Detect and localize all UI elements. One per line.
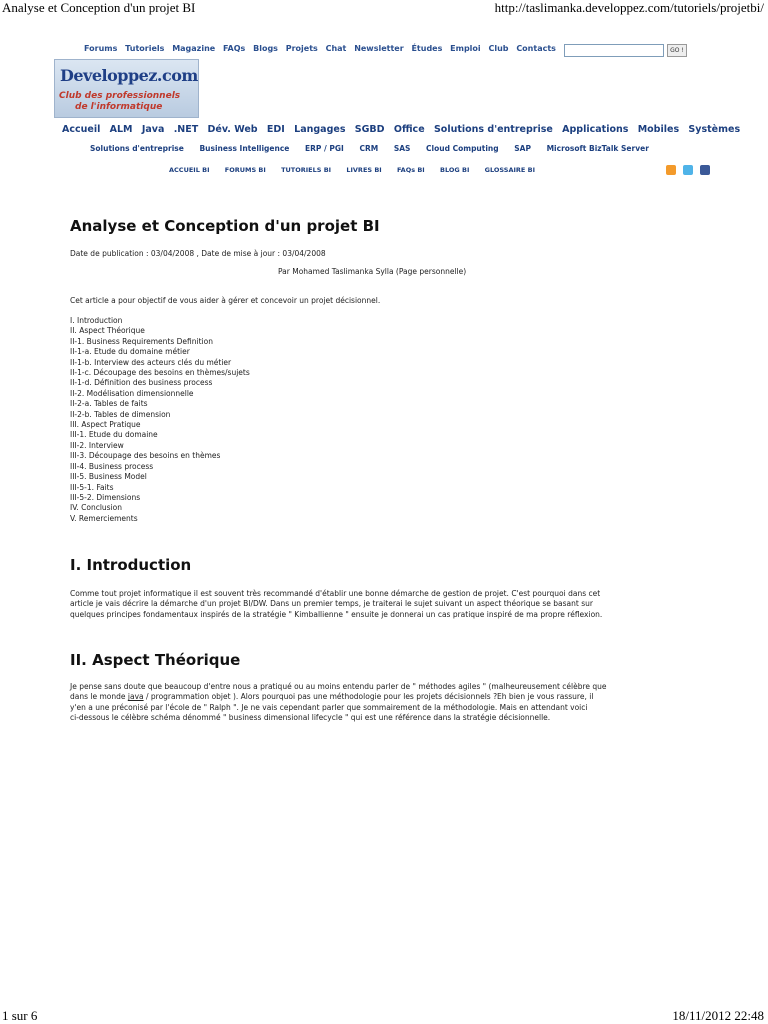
main-nav <box>62 124 746 135</box>
toc-item[interactable]: III-1. Etude du domaine <box>70 430 158 440</box>
topnav-projets[interactable]: Projets <box>285 44 318 53</box>
toc-item[interactable]: II-1. Business Requirements Definition <box>70 336 213 346</box>
subnav-cloud[interactable]: Cloud Computing <box>426 144 499 153</box>
toc-item[interactable]: III-5-1. Faits <box>70 482 114 492</box>
section-heading-aspect-theorique: II. Aspect Théorique <box>70 651 241 669</box>
topnav-chat[interactable]: Chat <box>325 44 347 53</box>
facebook-icon[interactable] <box>700 165 710 175</box>
mainnav-solutions[interactable]: Solutions d'entreprise <box>433 124 553 135</box>
print-header <box>0 0 768 18</box>
social-icons <box>666 160 712 179</box>
aspect-theorique-paragraph <box>70 682 710 724</box>
toc-item[interactable]: II-2-a. Tables de faits <box>70 399 148 409</box>
topnav-forums[interactable]: Forums <box>84 44 118 53</box>
mainnav-langages[interactable]: Langages <box>294 124 346 135</box>
print-timestamp: 18/11/2012 22:48 <box>672 1008 764 1023</box>
search-input[interactable] <box>564 44 664 57</box>
subnav-sas[interactable]: SAS <box>393 144 411 153</box>
sub-nav <box>90 144 662 153</box>
subnav-solutions[interactable]: Solutions d'entreprise <box>90 144 184 153</box>
topnav-newsletter[interactable]: Newsletter <box>354 44 404 53</box>
developpez-logo[interactable] <box>54 59 199 118</box>
top-nav <box>84 44 561 53</box>
binav-tutoriels[interactable]: TUTORIELS BI <box>281 166 332 174</box>
toc-item[interactable]: V. Remerciements <box>70 513 138 523</box>
bi-nav <box>169 166 548 174</box>
twitter-icon[interactable] <box>683 165 693 175</box>
topnav-etudes[interactable]: Études <box>411 44 443 53</box>
print-footer <box>0 1008 768 1024</box>
toc-item[interactable]: II-2. Modélisation dimensionnelle <box>70 388 194 398</box>
toc-item[interactable]: II-1-b. Interview des acteurs clés du métier <box>70 357 232 367</box>
paragraph-text: dans le monde <box>70 692 128 702</box>
binav-accueil[interactable]: ACCUEIL BI <box>169 166 210 174</box>
logo-tagline-1: Club des professionnels <box>59 91 181 101</box>
toc-item[interactable]: III-3. Découpage des besoins en thèmes <box>70 451 221 461</box>
subnav-bi[interactable]: Business Intelligence <box>199 144 290 153</box>
subnav-sap[interactable]: SAP <box>514 144 531 153</box>
mainnav-sgbd[interactable]: SGBD <box>354 124 385 135</box>
topnav-magazine[interactable]: Magazine <box>172 44 216 53</box>
java-link[interactable]: java <box>127 692 144 702</box>
mainnav-edi[interactable]: EDI <box>266 124 285 135</box>
toc-item[interactable]: II-2-b. Tables de dimension <box>70 409 171 419</box>
toc-item[interactable]: IV. Conclusion <box>70 503 123 513</box>
paragraph-line: article je vais décrire la démarche d'un projet BI/DW. Dans un premier temps, je traiterai le sujet suivant un aspect théorique se basant sur <box>70 599 593 609</box>
mainnav-dev-web[interactable]: Dév. Web <box>207 124 258 135</box>
binav-glossaire[interactable]: GLOSSAIRE BI <box>484 166 536 174</box>
mainnav-java[interactable]: Java <box>141 124 165 135</box>
binav-forums[interactable]: FORUMS BI <box>224 166 266 174</box>
paragraph-line: Comme tout projet informatique il est souvent très recommandé d'établir une bonne démarche de gestion de projet. C'est pourquoi dans cet <box>70 589 601 598</box>
toc-item[interactable]: III-4. Business process <box>70 461 154 471</box>
subnav-erp[interactable]: ERP / PGI <box>305 144 344 153</box>
binav-livres[interactable]: LIVRES BI <box>346 166 382 174</box>
print-header-url: http://taslimanka.developpez.com/tutoriels/projetbi/ <box>494 0 764 15</box>
toc-item[interactable]: II-1-a. Etude du domaine métier <box>70 347 190 357</box>
toc-item[interactable]: II-1-d. Définition des business process <box>70 378 213 388</box>
table-of-contents <box>70 316 250 524</box>
binav-faqs[interactable]: FAQs BI <box>396 166 425 174</box>
rss-icon[interactable] <box>666 165 676 175</box>
toc-item[interactable]: III-2. Interview <box>70 440 124 450</box>
logo-brand: Developpez.com <box>60 66 198 85</box>
print-header-title: Analyse et Conception d'un projet BI <box>2 0 196 15</box>
topnav-contacts[interactable]: Contacts <box>516 44 556 53</box>
article-title: Analyse et Conception d'un projet BI <box>70 217 380 235</box>
paragraph-line: ci-dessous le célèbre schéma dénommé " business dimensional lifecycle " qui est une référence dans la stratégie décisionnelle. <box>70 713 551 723</box>
topnav-club[interactable]: Club <box>488 44 509 53</box>
toc-item[interactable]: III-5. Business Model <box>70 472 147 482</box>
toc-item[interactable]: II-1-c. Découpage des besoins en thèmes/sujets <box>70 368 250 378</box>
subnav-biztalk[interactable]: Microsoft BizTalk Server <box>546 144 649 153</box>
toc-item[interactable]: II. Aspect Théorique <box>70 326 145 336</box>
mainnav-applications[interactable]: Applications <box>562 124 629 135</box>
logo-tagline-2: de l'informatique <box>75 102 163 112</box>
topnav-faqs[interactable]: FAQs <box>223 44 246 53</box>
subnav-crm[interactable]: CRM <box>359 144 379 153</box>
introduction-paragraph <box>70 589 710 620</box>
publication-date: Date de publication : 03/04/2008 , Date de mise à jour : 03/04/2008 <box>70 249 326 258</box>
toc-item[interactable]: III. Aspect Pratique <box>70 420 141 430</box>
toc-item[interactable]: III-5-2. Dimensions <box>70 492 141 502</box>
paragraph-line: Je pense sans doute que beaucoup d'entre nous a pratiqué ou au moins entendu parler de " méthodes agiles " (malheureusement célèbre que <box>70 682 607 691</box>
author-line: Par Mohamed Taslimanka Sylla (Page personnelle) <box>278 267 467 276</box>
mainnav-office[interactable]: Office <box>393 124 425 135</box>
paragraph-line <box>70 692 710 702</box>
mainnav-accueil[interactable]: Accueil <box>62 124 101 135</box>
section-heading-introduction: I. Introduction <box>70 556 192 574</box>
toc-item[interactable]: I. Introduction <box>70 316 123 325</box>
topnav-emploi[interactable]: Emploi <box>450 44 481 53</box>
binav-blog[interactable]: BLOG BI <box>440 166 470 174</box>
article-summary: Cet article a pour objectif de vous aider à gérer et concevoir un projet décisionnel. <box>70 296 381 305</box>
page-counter: 1 sur 6 <box>2 1008 38 1023</box>
paragraph-line: y'en a une préconisé par l'école de " Ralph ". Je ne vais cependant parler que sommairement de la méthodologie. Mais en attendant voici <box>70 702 588 712</box>
go-button[interactable]: GO ! <box>667 44 687 57</box>
mainnav-mobiles[interactable]: Mobiles <box>637 124 680 135</box>
mainnav-systemes[interactable]: Systèmes <box>688 124 741 135</box>
paragraph-line: quelques principes fondamentaux inspirés de la stratégie " Kimballienne " ensuite je donnerai un cas pratique inspiré de ma propre réflexion. <box>70 609 603 619</box>
topnav-tutoriels[interactable]: Tutoriels <box>125 44 165 53</box>
topnav-blogs[interactable]: Blogs <box>253 44 278 53</box>
mainnav-dotnet[interactable]: .NET <box>173 124 199 135</box>
paragraph-text: / programmation objet ). Alors pourquoi pas une méthodologie pour les projets décisionnels ?Eh bien je vous rassure, il <box>143 692 594 702</box>
mainnav-alm[interactable]: ALM <box>109 124 133 135</box>
